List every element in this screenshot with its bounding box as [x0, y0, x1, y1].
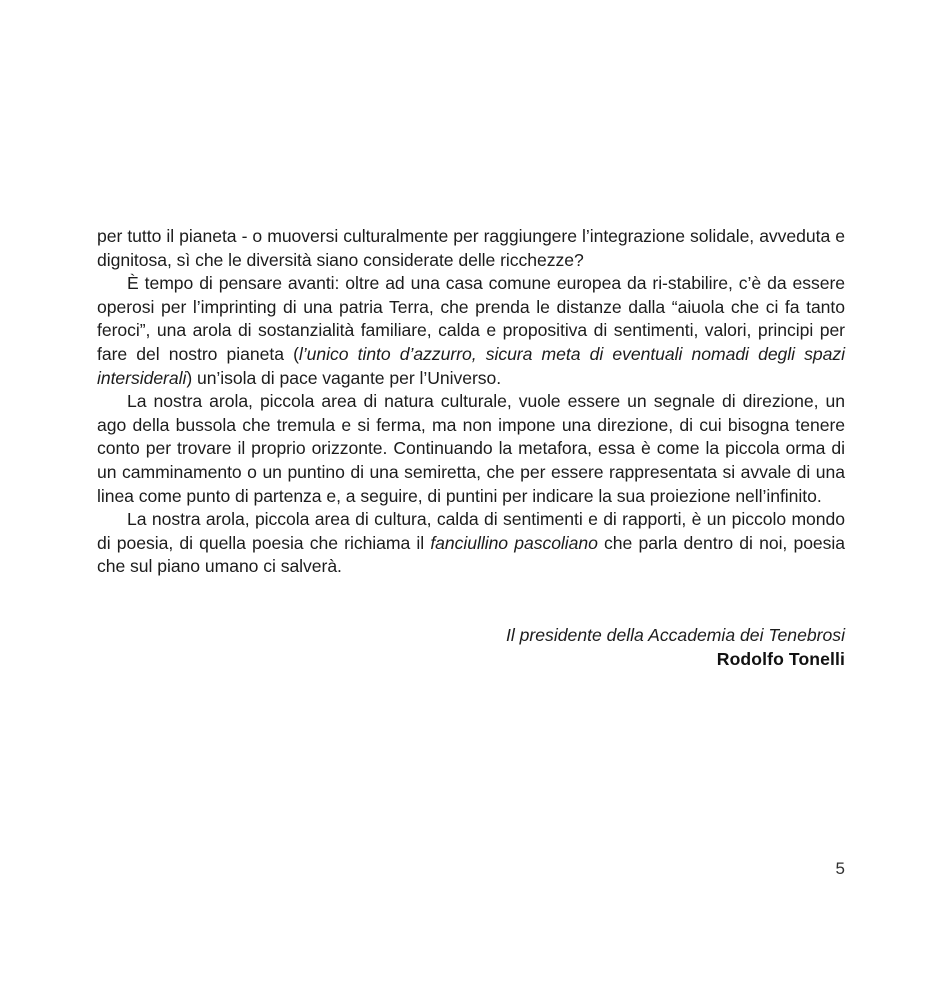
- paragraph-4-text-part-2: che parla dentro di noi, poesia che sul piano umano ci salverà.: [97, 532, 845, 577]
- signature-role: Il presidente della Accademia dei Tenebrosi: [505, 625, 845, 645]
- signature-block: [97, 623, 845, 672]
- body-text-column: [97, 225, 845, 579]
- paragraph-tempo-di-pensare: [97, 272, 845, 390]
- paragraph-4-italic-term: fanciullino pascoliano: [430, 532, 598, 553]
- page-number: 5: [835, 859, 845, 878]
- paragraph-2-italic-quote: l’unico tinto d’azzurro, sicura meta di eventuali nomadi degli spazi intersiderali: [97, 343, 846, 388]
- paragraph-nostra-arola-natura: La nostra arola, piccola area di natura culturale, vuole essere un segnale di direzione, un ago della bussola che tremula e si ferma, ma non impone una direzione, di cui bisogna tenere conto per trovare il proprio orizzonte. Continuando la metafora, essa è come la piccola orma di un camminamento o un puntino di una semiretta, che per essere rappresentata si avvale di una linea come punto di partenza e, a seguire, di puntini per indicare la sua proiezione nell’infinito.: [97, 391, 845, 506]
- paragraph-2-text-part-2: ) un’isola di pace vagante per l’Universo.: [186, 367, 502, 388]
- signature-name: Rodolfo Tonelli: [716, 649, 845, 669]
- paragraph-continuation: per tutto il pianeta - o muoversi culturalmente per raggiungere l’integrazione solidale, avveduta e dignitosa, sì che le diversità siano considerate delle ricchezze?: [97, 226, 845, 270]
- paragraph-2-text-part-1: È tempo di pensare avanti: oltre ad una casa comune europea da ri-stabilire, c’è da essere operosi per l’imprinting di una patria Terra, che prenda le distanze dalla “aiuola che ci fa tanto feroci”, una arola di sostanzialità familiare, calda e propositiva di sentimenti, valori, principi per fare del nostro pianeta (: [97, 273, 845, 364]
- paragraph-nostra-arola-cultura: [97, 508, 845, 579]
- paragraph-4-text-part-1: La nostra arola, piccola area di cultura, calda di sentimenti e di rapporti, è un piccolo mondo di poesia, di quella poesia che richiama il: [97, 509, 845, 553]
